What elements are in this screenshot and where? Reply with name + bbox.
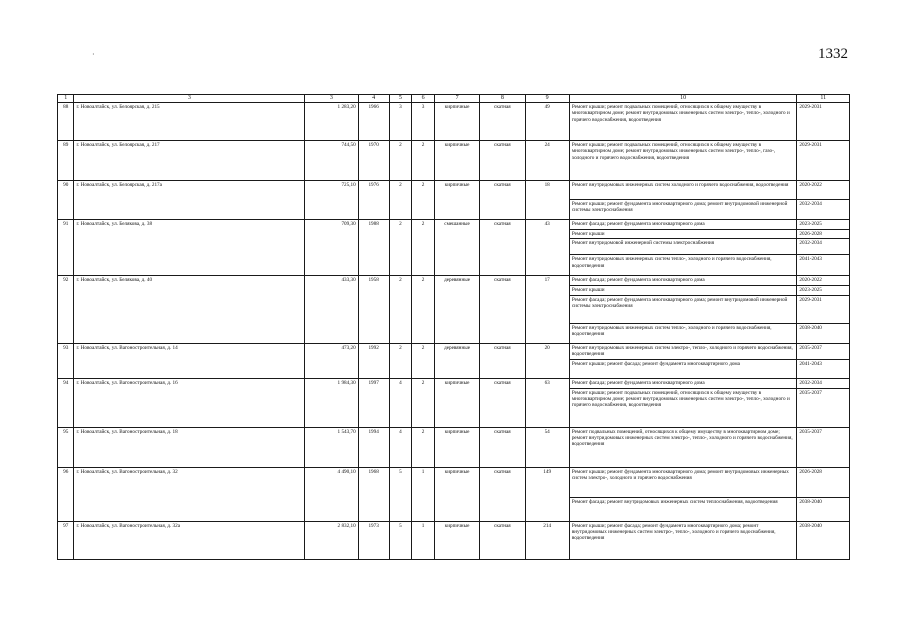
cell-num: 95 (58, 427, 74, 467)
cell-walls: кирпичные (434, 467, 479, 521)
cell-period: 2032-2034 (797, 239, 850, 255)
cell-works: Ремонт крыши; ремонт фасада; ремонт фундамента многоквартирного дома; ремонт внутридомовых инженерных систем электро-, тепло-, холодного и горячего водоснабжения, водоотведения (569, 521, 797, 559)
cell-area: 725,10 (305, 181, 359, 220)
cell-address: г. Новоалтайск, ул. Вагоностроительная, д. 18 (74, 427, 305, 467)
cell-num: 89 (58, 141, 74, 181)
cell-area: 1 984,30 (305, 378, 359, 427)
cell-roof: скатная (480, 220, 525, 276)
cell-period: 2038-2040 (797, 497, 850, 521)
cell-year: 1968 (358, 467, 389, 521)
cell-period: 2038-2040 (797, 323, 850, 343)
cell-works: Ремонт крыши (569, 230, 797, 239)
table-row (58, 181, 850, 200)
cell-floors: 2 (389, 343, 412, 378)
cell-walls: кирпичные (434, 521, 479, 559)
cell-period: 2026-2028 (797, 467, 850, 497)
cell-period: 2035-2037 (797, 343, 850, 359)
cell-works: Ремонт фасада; ремонт внутридомовых инженерных систем теплоснабжения, водоотведения (569, 497, 797, 521)
cell-area: 1 283,20 (305, 103, 359, 141)
cell-num: 92 (58, 276, 74, 343)
cell-period: 2041-2043 (797, 359, 850, 378)
cell-floors: 2 (389, 220, 412, 276)
cell-area: 473,20 (305, 343, 359, 378)
cell-period: 2038-2040 (797, 521, 850, 559)
cell-num: 91 (58, 220, 74, 276)
cell-year: 1976 (358, 181, 389, 220)
capital-repair-table (57, 94, 850, 560)
scan-speck: · (92, 50, 95, 59)
cell-walls: кирпичные (434, 141, 479, 181)
cell-entrances: 2 (412, 276, 435, 343)
cell-works: Ремонт крыши; ремонт фасада; ремонт фундамента многоквартирного дома (569, 359, 797, 378)
cell-entrances: 1 (412, 467, 435, 521)
cell-floors: 5 (389, 521, 412, 559)
cell-num: 94 (58, 378, 74, 427)
table-row (58, 378, 850, 388)
page-number: 1332 (818, 46, 848, 62)
cell-walls: кирпичные (434, 103, 479, 141)
cell-flats: 24 (525, 141, 569, 181)
cell-floors: 2 (389, 181, 412, 220)
table-body (58, 103, 850, 560)
cell-works: Ремонт крыши; ремонт подвальных помещений, относящихся к общему имуществу в многоквартирном доме; ремонт внутридомовых инженерных систем электро-, тепло-, газо-, холодного и горячего водоснабжения, водоотведения (569, 141, 797, 181)
col-header-8: 8 (480, 95, 525, 103)
cell-flats: 17 (525, 276, 569, 343)
cell-works: Ремонт внутридомовой инженерной системы электроснабжения (569, 239, 797, 255)
table-row (58, 343, 850, 359)
cell-address: г. Новоалтайск, ул. Белякова, д. 40 (74, 276, 305, 343)
cell-works: Ремонт крыши; ремонт подвальных помещений, относящихся к общему имуществу в многоквартирном доме; ремонт внутридомовых инженерных систем электро-, тепло-, холодного и горячего водоснабжения, водоотведения (569, 103, 797, 141)
cell-area: 433,30 (305, 276, 359, 343)
cell-walls: деревянные (434, 343, 479, 378)
cell-year: 1966 (358, 103, 389, 141)
header-row (58, 95, 850, 103)
cell-period: 2020-2022 (797, 181, 850, 200)
cell-year: 1994 (358, 427, 389, 467)
cell-entrances: 2 (412, 378, 435, 427)
cell-period: 2023-2025 (797, 286, 850, 295)
cell-year: 1958 (358, 276, 389, 343)
cell-period: 2023-2025 (797, 220, 850, 230)
col-header-4: 4 (358, 95, 389, 103)
cell-entrances: 2 (412, 427, 435, 467)
col-header-1: 1 (58, 95, 74, 103)
cell-period: 2029-2031 (797, 103, 850, 141)
cell-works: Ремонт крыши (569, 286, 797, 295)
cell-year: 1973 (358, 521, 389, 559)
col-header-9: 9 (525, 95, 569, 103)
col-header-2: 3 (74, 95, 305, 103)
table-row (58, 467, 850, 497)
cell-period: 2032-2034 (797, 378, 850, 388)
col-header-3: 3 (305, 95, 359, 103)
cell-address: г. Новоалтайск, ул. Белякова, д. 38 (74, 220, 305, 276)
cell-period: 2026-2028 (797, 230, 850, 239)
cell-year: 1997 (358, 378, 389, 427)
table-row (58, 103, 850, 141)
cell-entrances: 2 (412, 141, 435, 181)
cell-roof: скатная (480, 343, 525, 378)
cell-works: Ремонт крыши; ремонт фундамента многоквартирного дома; ремонт внутридомовой инженерной системы электроснабжения (569, 200, 797, 220)
cell-address: г. Новоалтайск, ул. Вагоностроительная, д. 14 (74, 343, 305, 378)
cell-num: 90 (58, 181, 74, 220)
cell-flats: 63 (525, 378, 569, 427)
cell-walls: кирпичные (434, 427, 479, 467)
cell-period: 2041-2043 (797, 255, 850, 276)
cell-period: 2029-2031 (797, 141, 850, 181)
cell-roof: скатная (480, 141, 525, 181)
cell-area: 2 832,10 (305, 521, 359, 559)
cell-flats: 20 (525, 343, 569, 378)
cell-flats: 54 (525, 427, 569, 467)
table-row (58, 276, 850, 286)
cell-address: г. Новоалтайск, ул. Белоярская, д. 217 (74, 141, 305, 181)
col-header-6: 6 (412, 95, 435, 103)
table-row (58, 141, 850, 181)
cell-entrances: 2 (412, 220, 435, 276)
cell-address: г. Новоалтайск, ул. Белоярская, д. 217а (74, 181, 305, 220)
cell-flats: 49 (525, 103, 569, 141)
cell-num: 96 (58, 467, 74, 521)
cell-floors: 2 (389, 141, 412, 181)
col-header-10: 10 (569, 95, 797, 103)
cell-works: Ремонт фасада; ремонт фундамента многоквартирного дома (569, 220, 797, 230)
cell-floors: 4 (389, 427, 412, 467)
cell-num: 97 (58, 521, 74, 559)
cell-year: 1992 (358, 343, 389, 378)
col-header-11: 11 (797, 95, 850, 103)
cell-area: 744,50 (305, 141, 359, 181)
cell-year: 1970 (358, 141, 389, 181)
cell-works: Ремонт крыши; ремонт фундамента многоквартирного дома; ремонт внутридомовых инженерных систем электро-, холодного и горячего водоснабжения (569, 467, 797, 497)
cell-flats: 149 (525, 467, 569, 521)
cell-floors: 3 (389, 103, 412, 141)
cell-works: Ремонт подвальных помещений, относящихся к общему имуществу в многоквартирном доме; ремонт внутридомовых инженерных систем электро-, тепло-, холодного и горячего водоснабжения, водоотведения (569, 427, 797, 467)
cell-roof: скатная (480, 521, 525, 559)
cell-area: 4 490,10 (305, 467, 359, 521)
cell-floors: 4 (389, 378, 412, 427)
cell-num: 88 (58, 103, 74, 141)
cell-area: 1 543,70 (305, 427, 359, 467)
cell-roof: скатная (480, 276, 525, 343)
cell-works: Ремонт внутридомовых инженерных систем тепло-, холодного и горячего водоснабжения, водоотведения (569, 323, 797, 343)
cell-works: Ремонт фасада; ремонт фундамента многоквартирного дома (569, 378, 797, 388)
cell-roof: скатная (480, 378, 525, 427)
cell-flats: 43 (525, 220, 569, 276)
cell-works: Ремонт фасада; ремонт фундамента многоквартирного дома (569, 276, 797, 286)
cell-walls: кирпичные (434, 378, 479, 427)
cell-entrances: 3 (412, 103, 435, 141)
cell-works: Ремонт крыши; ремонт подвальных помещений, относящихся к общему имуществу в многоквартирном доме; ремонт внутридомовых инженерных систем электро-, тепло-, холодного и горячего водоснабжения, водоотведения (569, 388, 797, 427)
cell-address: г. Новоалтайск, ул. Вагоностроительная, д. 32 (74, 467, 305, 521)
cell-flats: 214 (525, 521, 569, 559)
cell-entrances: 2 (412, 181, 435, 220)
cell-roof: скатная (480, 427, 525, 467)
cell-works: Ремонт фасада; ремонт фундамента многоквартирного дома; ремонт внутридомовой инженерной системы электроснабжения (569, 295, 797, 323)
col-header-7: 7 (434, 95, 479, 103)
cell-floors: 5 (389, 467, 412, 521)
cell-walls: кирпичные (434, 181, 479, 220)
cell-address: г. Новоалтайск, ул. Вагоностроительная, д. 32а (74, 521, 305, 559)
col-header-5: 5 (389, 95, 412, 103)
cell-roof: скатная (480, 467, 525, 521)
cell-works: Ремонт внутридомовых инженерных систем холодного и горячего водоснабжения, водоотведения (569, 181, 797, 200)
cell-works: Ремонт внутридомовых инженерных систем тепло-, холодного и горячего водоснабжения, водоотведения (569, 255, 797, 276)
cell-entrances: 1 (412, 521, 435, 559)
cell-period: 2035-2037 (797, 427, 850, 467)
cell-walls: смешанные (434, 220, 479, 276)
cell-period: 2029-2031 (797, 295, 850, 323)
cell-num: 93 (58, 343, 74, 378)
table-row (58, 427, 850, 467)
cell-roof: скатная (480, 103, 525, 141)
cell-address: г. Новоалтайск, ул. Белоярская, д. 215 (74, 103, 305, 141)
cell-flats: 18 (525, 181, 569, 220)
cell-period: 2032-2034 (797, 200, 850, 220)
cell-entrances: 2 (412, 343, 435, 378)
cell-year: 1988 (358, 220, 389, 276)
cell-period: 2020-2022 (797, 276, 850, 286)
cell-walls: деревянные (434, 276, 479, 343)
table-row (58, 521, 850, 559)
cell-period: 2035-2037 (797, 388, 850, 427)
cell-area: 709,30 (305, 220, 359, 276)
table-row (58, 220, 850, 230)
cell-works: Ремонт внутридомовых инженерных систем электро-, тепло-, холодного и горячего водоснабжения, водоотведения (569, 343, 797, 359)
cell-address: г. Новоалтайск, ул. Вагоностроительная, д. 16 (74, 378, 305, 427)
cell-floors: 2 (389, 276, 412, 343)
cell-roof: скатная (480, 181, 525, 220)
